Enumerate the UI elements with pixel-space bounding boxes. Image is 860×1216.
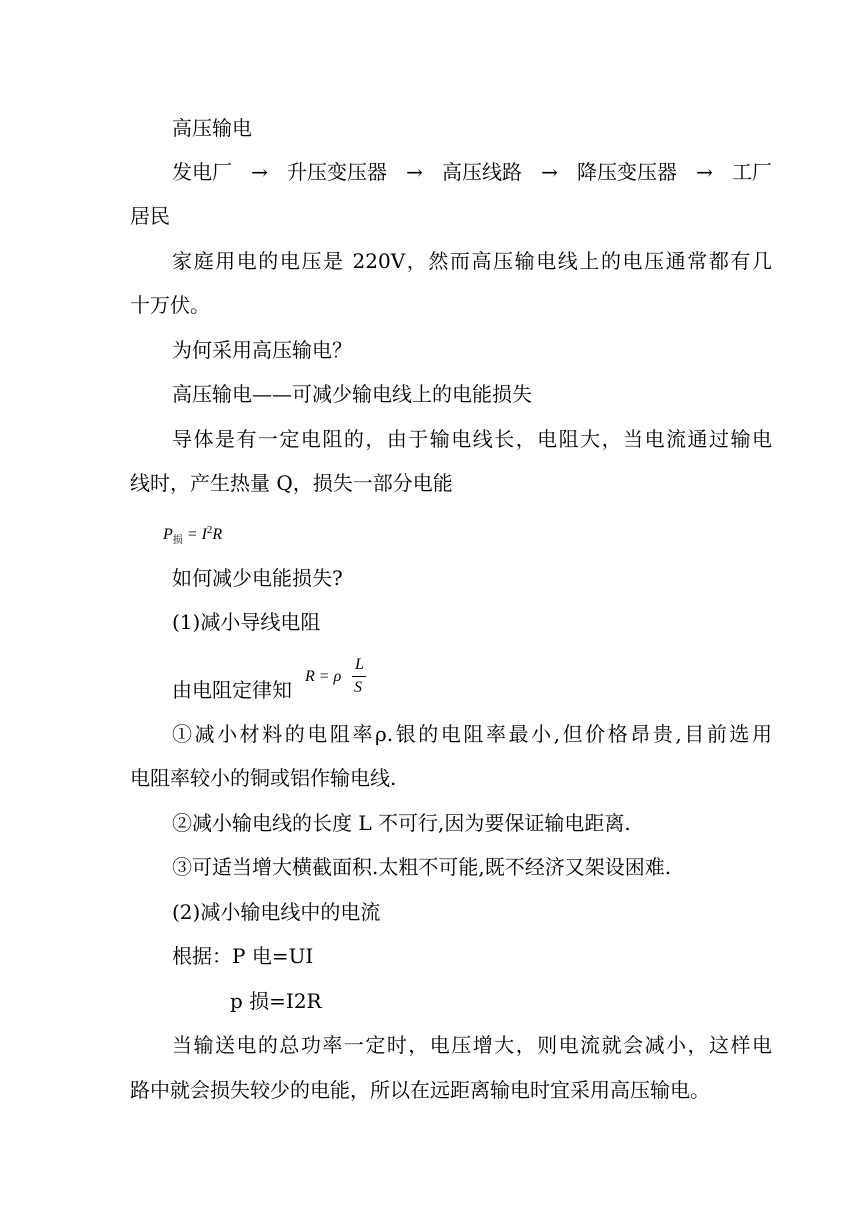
method-1: (1)减小导线电阻	[172, 610, 321, 634]
method-2: (2)减小输电线中的电流	[172, 900, 381, 924]
flow-tail: 居民	[130, 204, 170, 228]
flow-arrow: →	[251, 160, 268, 184]
reason-line-1: 导体是有一定电阻的，由于输电线长，电阻大，当电流通过输电	[172, 427, 772, 451]
conclusion-line-1: 当输送电的总功率一定时，电压增大，则电流就会减小，这样电	[172, 1033, 772, 1057]
conclusion-line-2: 路中就会损失较少的电能，所以在远距离输电时宜采用高压输电。	[130, 1078, 710, 1102]
item-1-line-2: 电阻率较小的铜或铝作输电线.	[130, 766, 397, 790]
law-label: 由电阻定律知	[172, 678, 292, 702]
fraction-bar	[352, 676, 366, 677]
formula-lhs: R = ρ	[305, 668, 342, 685]
flow-arrow: →	[406, 160, 423, 184]
flow-step: 降压变压器	[576, 160, 677, 184]
flow-arrow: →	[541, 160, 558, 184]
formula-r: R	[212, 526, 223, 543]
power-loss-formula	[163, 522, 222, 549]
basis-line-1: 根据：P 电=UI	[172, 944, 314, 968]
item-1-line-1: ①减小材料的电阻率ρ.银的电阻率最小,但价格昂贵,目前选用	[172, 722, 772, 746]
resistance-formula	[305, 656, 375, 705]
flow-chain	[172, 162, 772, 182]
formula-sub: 损	[172, 535, 183, 546]
heading: 高压输电	[172, 116, 252, 140]
intro-line-1: 家庭用电的电压是 220V，然而高压输电线上的电压通常都有几	[172, 249, 772, 273]
question-how: 如何减少电能损失?	[172, 566, 343, 590]
flow-arrow: →	[696, 160, 713, 184]
flow-step: 高压线路	[441, 160, 522, 184]
basis-line-2: p 损=I2R	[230, 989, 322, 1013]
formula-sup: 2	[206, 524, 213, 536]
formula-denominator: S	[354, 679, 362, 696]
formula-eq: = I	[182, 526, 207, 543]
reason-line-2: 线时，产生热量 Q，损失一部分电能	[130, 471, 453, 495]
flow-step: 发电厂	[172, 160, 232, 184]
flow-step: 升压变压器	[286, 160, 387, 184]
answer-why: 高压输电——可减少输电线上的电能损失	[172, 382, 532, 406]
question-why: 为何采用高压输电？	[172, 338, 352, 362]
flow-step: 工厂	[731, 160, 772, 184]
item-3: ③可适当增大横截面积.太粗不可能,既不经济又架设困难.	[172, 855, 672, 879]
intro-line-2: 十万伏。	[130, 293, 210, 317]
formula-numerator: L	[355, 656, 364, 673]
formula-p: P	[163, 526, 173, 543]
item-2: ②减小输电线的长度 L 不可行,因为要保证输电距离.	[172, 811, 631, 835]
